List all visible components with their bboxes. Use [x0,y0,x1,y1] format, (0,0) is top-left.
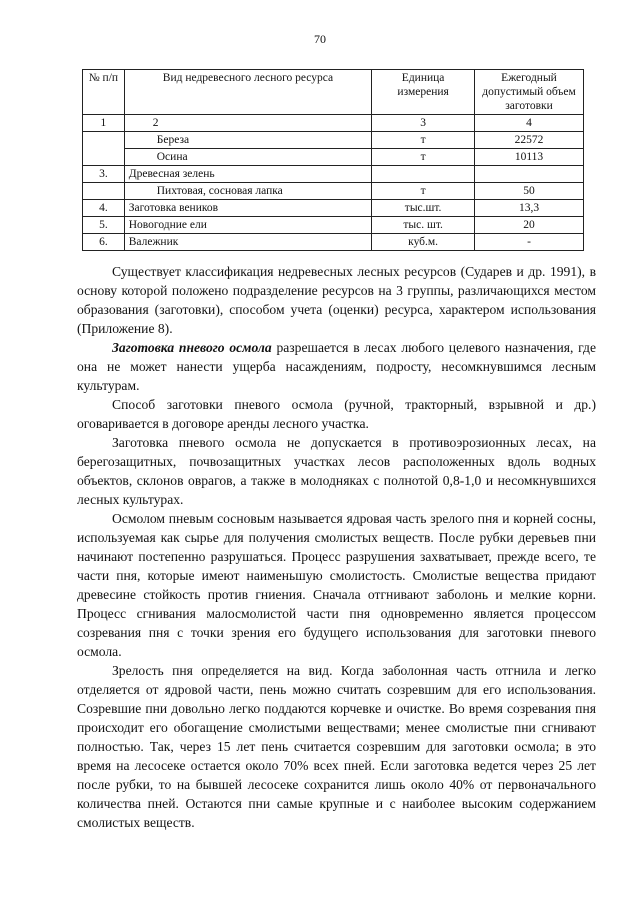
table-cell: 4 [475,115,584,132]
table-cell: тыс. шт. [372,217,475,234]
table-cell: тыс.шт. [372,200,475,217]
table-cell [83,183,125,200]
table-cell: т [372,132,475,149]
table-numbering-row [83,115,584,132]
table-row [83,217,584,234]
table-cell: 50 [475,183,584,200]
table-cell: куб.м. [372,234,475,251]
table-cell: т [372,183,475,200]
page-number: 70 [314,32,326,46]
table-cell: 3. [83,166,125,183]
header-annual-volume: Ежегодный допустимый объем заготовки [475,70,584,115]
table-cell: 6. [83,234,125,251]
header-number: № п/п [83,70,125,115]
table-cell: т [372,149,475,166]
table-header-row [83,70,584,115]
paragraph: Зрелость пня определяется на вид. Когда заболонная часть отгнила и легко отделяется от ядровой части, пень можно считать созревшим для его использования. Созревшие пни довольно легко поддаются корчевке и очистке. Во время созревания пня происходит его обогащение смолистыми веществами; менее смолистые пни сгнивают полностью. Так, через 15 лет пень считается созревшим для заготовки осмола; в это время на лесосеке остается около 70% всех пней. Если заготовка ведется через 25 лет после рубки, то на бывшей лесосеке сохранится лишь около 40% от первоначального количества пней. Остаются пни самые крупные и с наиболее высоким содержанием смолистых веществ. [77,663,596,830]
table-cell: Заготовка веников [124,200,371,217]
table-cell [83,132,125,149]
table-row [83,149,584,166]
bold-italic-term: Заготовка пневого осмола [112,340,272,355]
table-cell: 10113 [475,149,584,166]
table-row [83,166,584,183]
table-cell: Валежник [124,234,371,251]
paragraph: Заготовка пневого осмола не допускается в противоэрозионных лесах, на берегозащитных, почвозащитных участках лесов расположенных вдоль водных объектов, склонов оврагов, а также в молодняках с полнотой 0,8-1,0 и несомкнувшихся лесных культурах. [77,435,596,507]
table-cell: 3 [372,115,475,132]
table-cell: 2 [124,115,371,132]
table-cell [475,166,584,183]
table-cell: 5. [83,217,125,234]
table-cell: Древесная зелень [124,166,371,183]
table-cell: 13,3 [475,200,584,217]
table-cell: - [475,234,584,251]
table-row [83,234,584,251]
paragraph-text: разрешается в лесах любого целевого назначения, где она не может нанести ущерба насаждениям, подросту, несомкнувшимся лесным культурам. [77,340,596,393]
resources-table [82,69,584,251]
table-row [83,132,584,149]
paragraph: Существует классификация недревесных лесных ресурсов (Сударев и др. 1991), в основу которой положено подразделение ресурсов на 3 группы, различающихся местом образования (заготовки), способом учета (оценки) ресурса, характером использования (Приложение 8). [77,264,596,336]
header-unit: Единица измерения [372,70,475,115]
table-row [83,183,584,200]
paragraph: Осмолом пневым сосновым называется ядровая часть зрелого пня и корней сосны, используемая как сырье для получения смолистых веществ. После рубки деревьев пни начинают постепенно разрушаться. Процесс разрушения захватывает, прежде всего, те части пня, которые имеют наименьшую смолистость. Смолистые вещества придают древесине стойкость против гниения. Сначала отгнивают заболонь и мелкие корни. Процесс сгнивания малосмолистой части пня одновременно является процессом созревания пня с точки зрения его будущего использования для заготовки пневого осмола. [77,511,596,659]
table-cell [372,166,475,183]
header-resource-type: Вид недревесного лесного ресурса [124,70,371,115]
table-cell: Осина [124,149,371,166]
paragraph [77,338,596,395]
table-row [83,200,584,217]
table-cell: Пихтовая, сосновая лапка [124,183,371,200]
table-cell: Береза [124,132,371,149]
table-cell: 22572 [475,132,584,149]
body-text [77,262,596,832]
table-cell: 20 [475,217,584,234]
table-cell: Новогодние ели [124,217,371,234]
table-cell [83,149,125,166]
table-cell: 4. [83,200,125,217]
paragraph: Способ заготовки пневого осмола (ручной, тракторный, взрывной и др.) оговаривается в договоре аренды лесного участка. [77,397,596,431]
table-cell: 1 [83,115,125,132]
